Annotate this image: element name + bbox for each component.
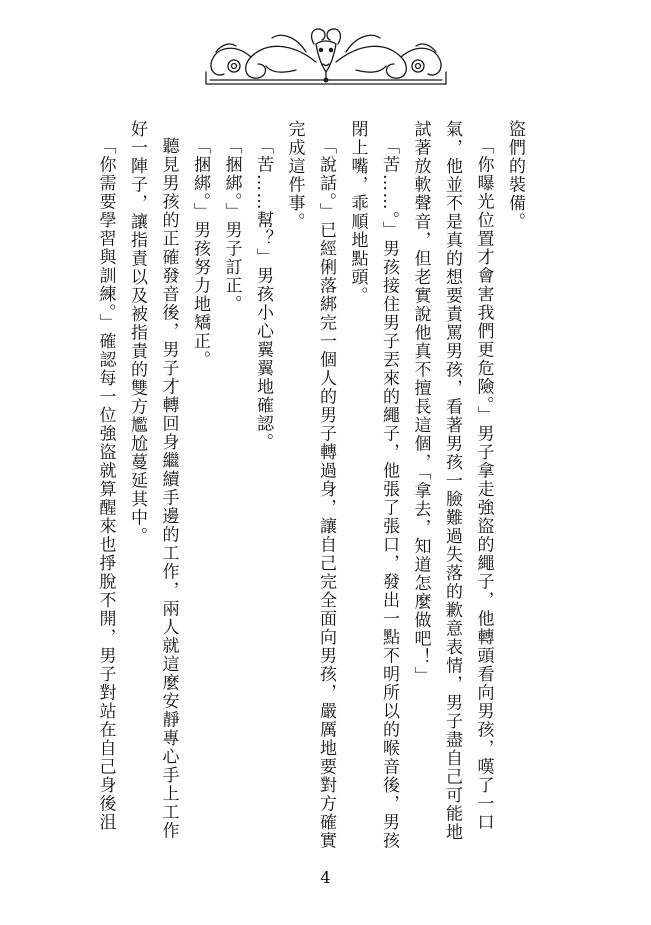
paragraph: 「你需要學習與訓練。」確認每一位強盜就算醒來也掙脫不開，男子對站在自己身後沮 <box>95 137 116 832</box>
paragraph: 「捆綁。」男子訂正。 <box>221 137 242 314</box>
body-text <box>95 120 530 850</box>
paragraph: 聽見男孩的正確發音後，男子才轉回身繼續手邊的工作，兩人就這麼安靜專心手上工作好一陣子，讓指責以及被指責的雙方尷尬蔓延其中。 <box>127 120 179 840</box>
floral-ornament-icon <box>196 22 456 92</box>
paragraph: 「苦……幫？」男孩小心翼翼地確認。 <box>253 137 273 452</box>
paragraph: 「你曝光位置才會害我們更危險。」男子拿走強盜的繩子，他轉頭看向男孩，嘆了一口氣，他並不是真的想要責罵男孩，看著男孩一臉難過失落的歉意表情，男子盡自己可能地試著放軟聲音，但老實說他真不擅長這個，「拿去，知道怎麼做吧！」 <box>410 120 494 842</box>
paragraph: 「捆綁。」男孩努力地矯正。 <box>190 137 210 369</box>
paragraph: 盜們的裝備。 <box>505 120 525 231</box>
paragraph: 「說話。」已經俐落綁完一個人的男子轉過身，讓自己完全面向男孩，嚴厲地要對方確實完成這件事。 <box>284 120 336 850</box>
page-number: 4 <box>320 868 331 887</box>
paragraph: 「苦……。」男孩接住男子丟來的繩子，他張了張口，發出一點不明所以的喉音後，男孩閉上嘴，乖順地點頭。 <box>347 120 399 850</box>
